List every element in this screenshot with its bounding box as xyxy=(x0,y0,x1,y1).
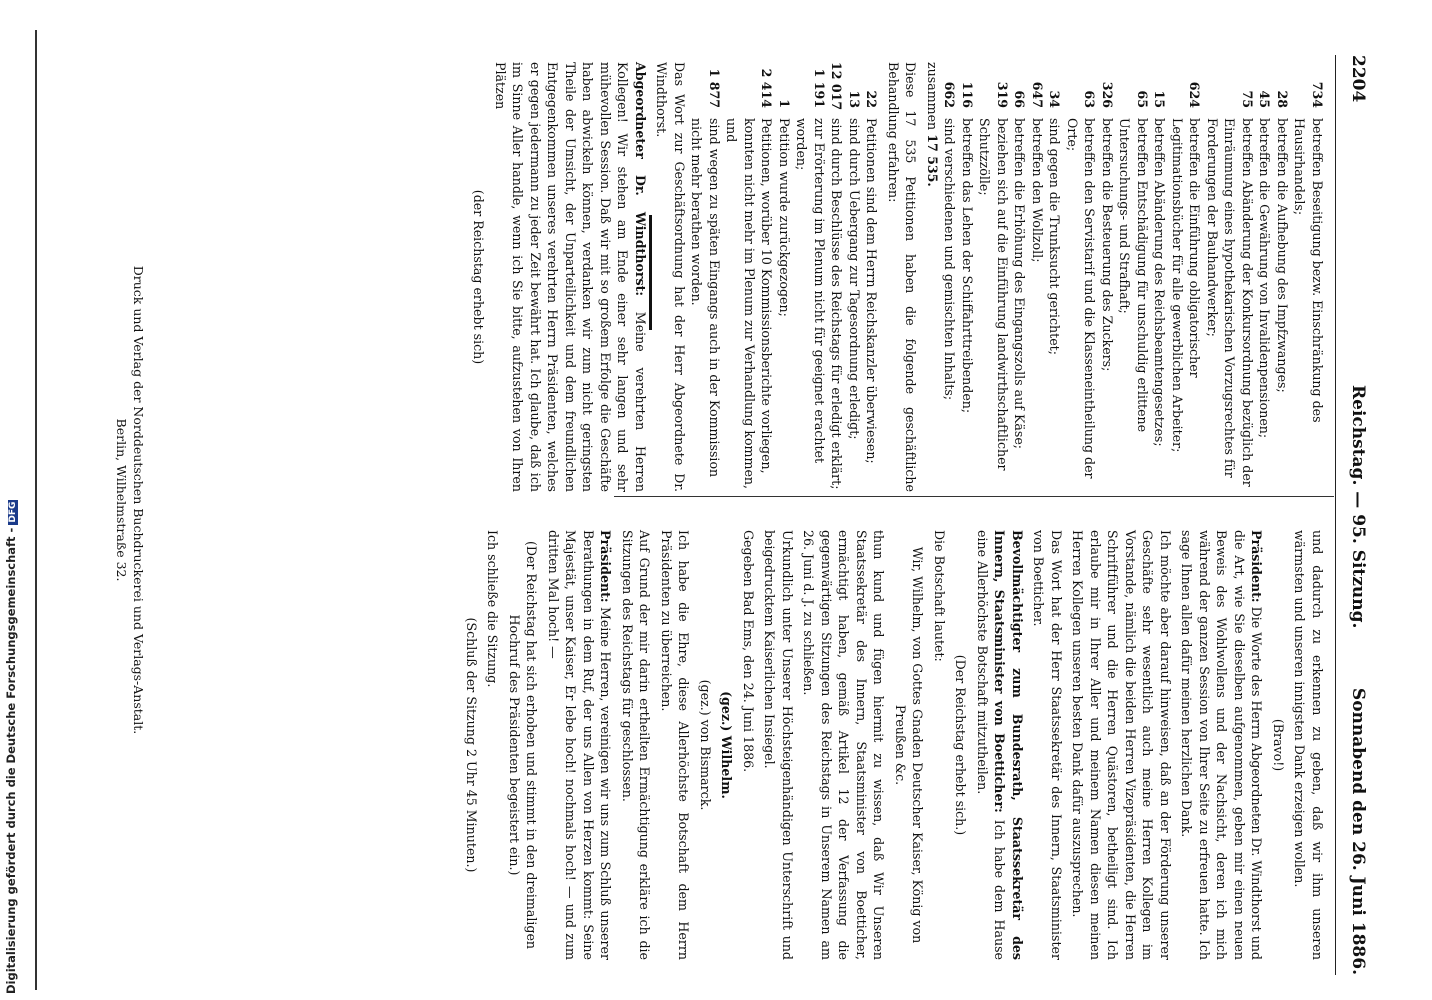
digitization-credit-strip xyxy=(0,0,26,1000)
section-end-rule xyxy=(649,215,652,330)
stage-note: (der Reichstag erhebt sich) xyxy=(471,189,487,365)
list-item: 12 017 sind durch Beschlüsse des Reichstags für erledigt erklärt; xyxy=(829,62,845,490)
speaker-name: Abgeordneter Dr. Windthorst: xyxy=(633,62,648,297)
petition-list xyxy=(941,62,1326,492)
stage-note: (Bravo!) xyxy=(1271,718,1286,772)
list-item: 1 877 sind wegen zu späten Eingangs auch in der Kommission nicht mehr berathen worden. xyxy=(689,68,722,478)
page-header xyxy=(1340,55,1368,975)
list-item: 326 betreffen die Besteuerung des Zuckers; xyxy=(1100,81,1115,372)
stage-note: (Der Reichstag hat sich erhoben und stimmt in den dreimaligen Hochruf des Präsidenten begeistert ein.) xyxy=(507,540,540,950)
botschaft-title: Wir, Wilhelm, von Gottes Gnaden Deutscher Kaiser, König von Preußen &c. xyxy=(893,546,926,944)
column-divider xyxy=(614,496,1334,497)
list-item: 15 betreffen Abänderung des Reichsbeamtengesetzes; xyxy=(1152,90,1168,447)
petition-total: zusammen 17 535. xyxy=(925,62,940,187)
speaker-name: Bevollmächtigter zum Bundesrath, Staatssekretär des Innern, Staatsminister von Boetticher: xyxy=(992,530,1025,960)
word-to: Das Wort hat der Herr Staatssekretär des Innern, Staatsminister von Boetticher. xyxy=(1031,530,1064,960)
stage-note: (Der Reichstag erhebt sich.) xyxy=(953,654,969,836)
close-session: Ich schließe die Sitzung. xyxy=(485,530,501,688)
list-item: 22 Petitionen sind dem Herrn Reichskanzler überwiesen; xyxy=(864,90,880,464)
list-item: 63 betreffen den Servistarif und die Klasseneintheilung der Orte; xyxy=(1065,90,1098,479)
speaker-name: Präsident: xyxy=(598,530,614,603)
closing-text: Ich habe die Ehre, diese Allerhöchste Botschaft dem Herrn Präsidenten zu überreichen. xyxy=(659,530,692,960)
botschaft-seal: Urkundlich unter Unserer Höchsteigenhändigen Unterschrift und beigedrucktem Kaiserlichen Insiegel. xyxy=(762,530,795,960)
windthorst-intro: Das Wort zur Geschäftsordnung hat der Herr Abgeordnete Dr. Windthorst. xyxy=(654,62,687,492)
president-speech-cont: Ich möchte aber darauf hinweisen, daß an der Förderung unserer Geschäfte sehr wesentlich auch meine Herren Kollegen im Vorstande, nämlich die beiden Herren Vizepräsidenten, die Herren Schriftführer und die Herren Quästoren, betheiligt sind. Ich erlaube mir in Ihrer Aller und meinem Namen diesen meinen Herren Kollegen unseren besten Dank dafür auszusprechen. xyxy=(1070,530,1173,960)
botschaft-text: thun kund und fügen hiermit zu wissen, daß Wir Unseren Staatssekretär des Innern, Staatsminister von Boetticher, ermächtigt haben, gemäß Artikel 12 der Verfassung die gegenwärtigen Sitzungen des Reichstags in Unserem Namen am 26. Juni d. J. zu schließen. xyxy=(801,530,887,960)
list-item: 75 betreffen Abänderung der Konkursordnung bezüglich der Einräumung eines hypothekarischen Vorzugsrechtes für Forderungen der Bauhandwerker; xyxy=(1205,90,1255,487)
page-number: 2204 xyxy=(1348,55,1368,103)
botschaft-intro: Die Botschaft lautet: xyxy=(932,530,947,662)
disposition-list xyxy=(688,62,881,492)
list-item: 1 191 zur Erörterung im Plenum nicht für geeignet erachtet worden; xyxy=(794,68,827,464)
list-item: 2 414 Petitionen, worüber 10 Kommissionsberichte vorliegen, konnten nicht mehr im Plenum zur Verhandlung kommen, und xyxy=(724,68,775,490)
list-item: 116 betreffen das Lehen der Schiffahrttreibenden; xyxy=(960,81,975,414)
president-speech: Präsident: Die Worte des Herrn Abgeordneten Dr. Windthorst und die Art, wie Sie dieselben aufgenommen, geben mir einen neuen Beweis des Wohlwollens und der Nachsicht, deren ich mich während der ganzen Session von Ihrer Seite zu erfreuen hatte. Ich sage Ihnen allen dafür meinen herzlichen Dank. xyxy=(1179,530,1265,960)
speech-continuation: und dadurch zu erkennen zu geben, daß wir ihm unseren wärmsten und unseren innigsten Dank erzeigen wollen. xyxy=(1292,530,1325,960)
list-item: 1 Petition wurde zurückgezogen; xyxy=(777,99,792,317)
list-item: 624 betreffen die Einführung obligatorischer Legitimationsbücher für alle gewerblichen Arbeiter; xyxy=(1170,81,1203,453)
session-title: Reichstag. — 95. Sitzung. xyxy=(1348,385,1368,629)
digitization-credit: Digitalisierung gefördert durch die Deutsche Forschungsgemeinschaft -DFG xyxy=(4,501,18,994)
summary-intro: Diese 17 535 Petitionen haben die folgende geschäftliche Behandlung erfahren: xyxy=(886,62,919,492)
list-item: 66 betreffen die Erhöhung des Eingangszolls auf Käse; xyxy=(1012,90,1028,450)
signature: (gez.) Wilhelm. xyxy=(719,691,735,799)
page-edge-rule xyxy=(35,30,37,990)
list-item: 319 beziehen sich auf die Einführung landwirthschaftlicher Schutzzölle; xyxy=(977,81,1010,471)
list-item: 65 betreffen Entschädigung für unschuldig erlittene Untersuchungs- und Strafhaft; xyxy=(1117,90,1150,433)
boetticher-speech: Bevollmächtigter zum Bundesrath, Staatssekretär des Innern, Staatsminister von Boetticher: Ich habe dem Hause eine Allerhöchste Botschaft mitzutheilen. xyxy=(975,530,1025,960)
president-final-speech: Präsident: Meine Herren, vereinigen wir uns zum Schluß unserer Berathungen in dem Ruf, der uns Allen von Herzen kommt: Seine Majestät, unser Kaiser, Er lebe hoch! nochmals hoch! — und zum dritten Mal hoch! — xyxy=(546,530,614,960)
countersignature: (gez.) von Bismarck. xyxy=(698,679,713,811)
closing-text-2: Auf Grund der mir darin ertheilten Ermächtigung erkläre ich die Sitzungen des Reichstags für geschlossen. xyxy=(620,530,653,960)
list-item: 13 sind durch Uebergang zur Tagesordnung erledigt; xyxy=(847,90,862,440)
list-item: 34 sind gegen die Trunksucht gerichtet; xyxy=(1047,90,1063,355)
windthorst-speech: Abgeordneter Dr. Windthorst: Meine verehrten Herren Kollegen! Wir stehen am Ende einer sehr langen und sehr mühevollen Session. Daß wir mit so großem Erfolge die Geschäfte haben abwickeln können, verdanken wir zum nicht geringsten Theile der Umsicht, der Unparteilichkeit und dem freundlichen Entgegenkommen unseres verehrten Herrn Präsidenten, welches er gegen jedermann zu jeder Zeit bewährt hat. Ich glaube, daß ich im Sinne Aller handle, wenn ich Sie bitte, aufzustehen von Ihren Plätzen xyxy=(493,62,648,492)
printer-imprint: Druck und Verlag der Norddeutschen Buchdruckerei und Verlags-Anstalt. Berlin, Wilhelmstraße 32. xyxy=(114,265,146,735)
session-date: Sonnabend den 26. Juni 1886. xyxy=(1348,687,1368,975)
botschaft-date: Gegeben Bad Ems, den 24. Juni 1886. xyxy=(741,530,756,773)
list-item: 45 betreffen die Gewährung von Invalidenpensionen; xyxy=(1257,90,1273,439)
right-column xyxy=(459,530,1327,960)
list-item: 28 betreffen die Aufhebung des Impfzwanges; xyxy=(1275,90,1290,393)
header-rule xyxy=(1335,55,1336,975)
list-item: 734 betreffen Beseitigung bezw. Einschränkung des Hausirhandels; xyxy=(1292,81,1325,423)
speaker-name: Präsident: xyxy=(1249,530,1265,603)
list-item: 662 sind verschiedenen und gemischten Inhalts; xyxy=(942,81,958,401)
left-column xyxy=(466,62,1326,492)
end-note: (Schluß der Sitzung 2 Uhr 45 Minuten.) xyxy=(464,617,479,873)
list-item: 647 betreffen den Wollzoll; xyxy=(1030,81,1045,263)
dfg-logo-icon: DFG xyxy=(8,501,18,523)
